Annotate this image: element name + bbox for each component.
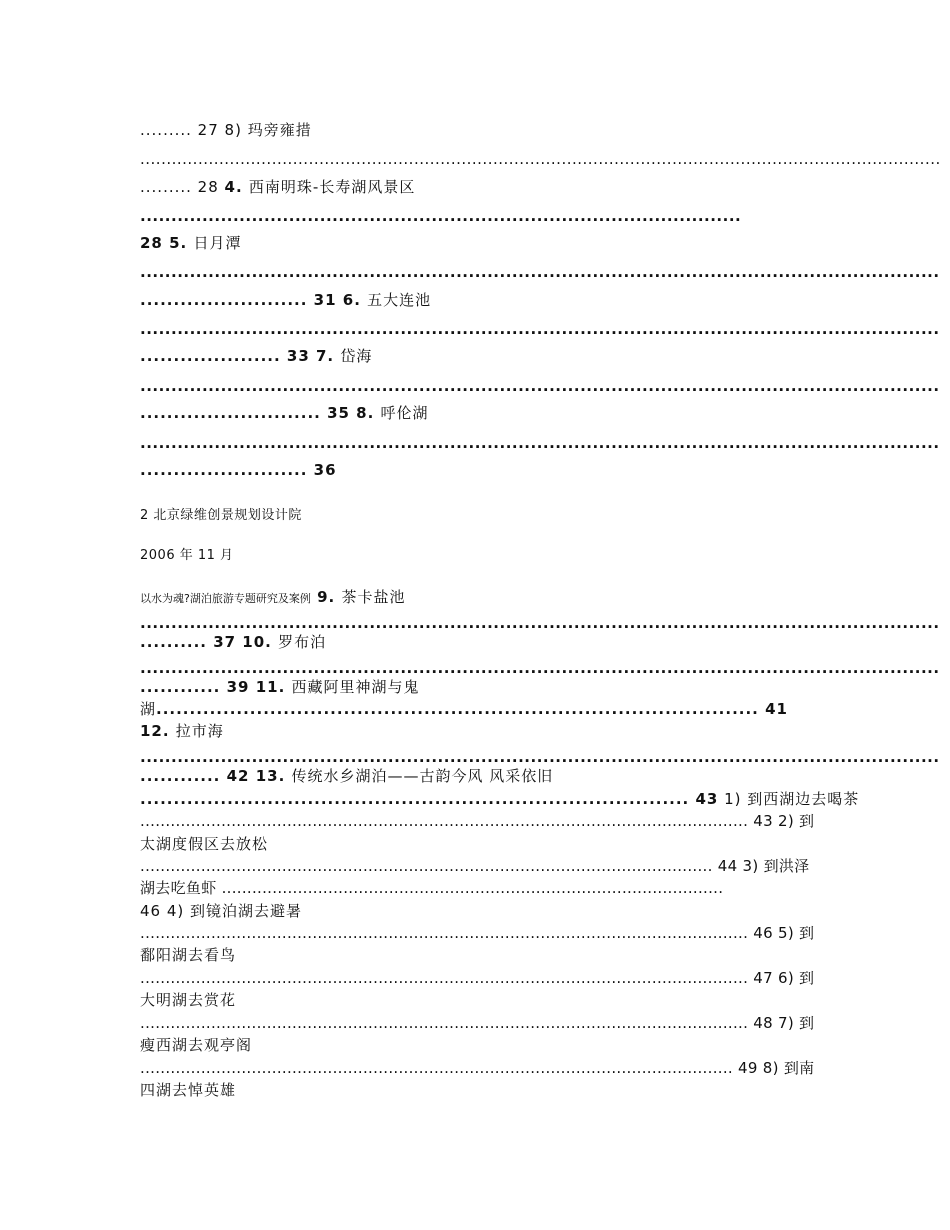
- toc-line-13: ......................... 36: [140, 461, 337, 479]
- toc-dots-line-2: ........................................................................................................................................................: [140, 150, 941, 168]
- page-footer-org: 2 北京绿维创景规划设计院: [140, 508, 302, 523]
- toc2-line-10: .................................................................................. 43 1) 到西湖边去喝茶: [140, 790, 860, 808]
- toc-line-9: ..................... 33 7. 岱海: [140, 347, 373, 365]
- toc2-line-22: ..................................................................................................................... 49 8) 到南: [140, 1059, 815, 1077]
- toc2-line-23: 四湖去悼英雄: [140, 1081, 237, 1099]
- toc-line-11: ........................... 35 8. 呼伦湖: [140, 404, 429, 422]
- toc-line-3: ......... 28 4. 西南明珠-长寿湖风景区: [140, 178, 416, 196]
- toc2-line-12: 太湖度假区去放松: [140, 835, 269, 853]
- toc2-line-15: 46 4) 到镜泊湖去避暑: [140, 902, 303, 920]
- toc2-dots-line-4: .................................................................................................................................: [140, 659, 940, 677]
- toc2-line-14: 湖去吃鱼虾 ...................................................................................................: [140, 879, 724, 897]
- toc2-line-19: 大明湖去赏花: [140, 991, 237, 1009]
- toc2-line-18: ........................................................................................................................ 47 6) 到: [140, 969, 815, 987]
- toc2-line-20: ........................................................................................................................ 48 7) 到: [140, 1014, 815, 1032]
- toc-dots-line-4: .................................................................................................: [140, 207, 742, 225]
- toc-dots-line-12: .................................................................................................................................: [140, 434, 940, 452]
- toc-dots-line-6: .................................................................................................................................: [140, 263, 940, 281]
- toc2-line-5: ............ 39 11. 西藏阿里神湖与鬼: [140, 678, 420, 696]
- toc2-line-17: 鄱阳湖去看鸟: [140, 946, 237, 964]
- toc2-dots-line-2: .................................................................................................................................: [140, 614, 940, 632]
- toc2-line-13: ................................................................................................................. 44 3) 到洪泽: [140, 857, 810, 875]
- page-footer-date: 2006 年 11 月: [140, 548, 234, 563]
- toc2-line-6: 湖.......................................................................................... 41: [140, 700, 788, 718]
- toc2-line-1: 以水为魂?湖泊旅游专题研究及案例 9. 茶卡盐池: [140, 588, 406, 606]
- toc2-line-16: ........................................................................................................................ 46 5) 到: [140, 924, 815, 942]
- toc-dots-line-10: .................................................................................................................................: [140, 377, 940, 395]
- toc2-line-7: 12. 拉市海: [140, 722, 224, 740]
- toc-dots-line-8: .................................................................................................................................: [140, 320, 940, 338]
- toc2-line-9: ............ 42 13. 传统水乡湖泊——古韵今风 风采依旧: [140, 767, 554, 785]
- toc2-line-21: 瘦西湖去观亭阁: [140, 1036, 253, 1054]
- toc2-dots-line-8: .................................................................................................................................: [140, 748, 940, 766]
- toc-line-5: 28 5. 日月潭: [140, 234, 242, 252]
- toc-line-1: ......... 27 8) 玛旁雍措: [140, 121, 312, 139]
- toc2-line-11: ........................................................................................................................ 43 2) 到: [140, 812, 815, 830]
- toc2-line-3: .......... 37 10. 罗布泊: [140, 633, 327, 651]
- toc-line-7: ......................... 31 6. 五大连池: [140, 291, 432, 309]
